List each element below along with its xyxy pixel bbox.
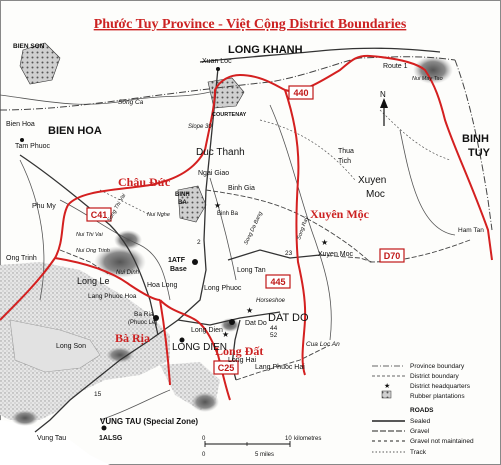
svg-text:★: ★ [246,306,254,315]
place-hoa-long: Hoa Long [147,282,178,289]
place-alsg: 1ALSG [99,435,123,442]
place-xuyen-moc-2: Moc [366,189,385,200]
place-long-hai: Long Hai [228,357,257,364]
place-song-da-bang: Song Da Bang [243,210,264,246]
place-nui-dinh: Nui Dinh [116,270,140,276]
hill-nui-thi-vai [114,230,142,250]
region-label-binh-tuy-2: TUY [468,147,490,159]
place-long-phuoc: Long Phuoc [204,285,242,292]
place-song-ray: Song Ray [296,215,311,241]
place-long-dien-village: Long Dien [191,327,223,334]
place-route1: Route 1 [383,63,408,70]
hill-vung-tau [11,410,39,426]
place-xuan-loc: Xuan Loc [202,58,232,65]
place-dat-do-village: Dat Do [245,320,267,327]
svg-text:★: ★ [214,201,222,210]
route-number-52: 52 [270,332,278,339]
place-lang-phuoc-hoa: Lang Phuoc Hoa [88,293,137,300]
place-song-ca: Song Ca [118,99,144,106]
route-number-15: 15 [94,391,102,398]
place-thua-tich-2: Tich [338,158,351,165]
vc-label-xuyen-moc: Xuyên Mộc [310,207,369,221]
place-nui-may-tao: Nui May Tao [412,76,443,82]
scale-mi-5: 5 miles [255,452,275,458]
place-tam-phuoc: Tam Phuoc [15,143,51,150]
place-xuyen-moc-town: Xuyen Moc [318,251,354,258]
place-ngai-giao: Ngai Giao [198,170,230,177]
place-long-tan: Long Tan [237,267,266,274]
unit-label-445: 445 [270,277,286,287]
hill-long-hai [191,392,219,412]
place-song-thi-vai: Song Thi Vai [106,192,128,223]
unit-box-445[interactable] [266,275,290,288]
place-nui-ong-trinh: Nui Ong Trinh [76,248,110,254]
vc-label-long-dat: Long Đất [215,344,264,358]
place-ba-ria-town-2: (Phuoc Le) [128,320,158,326]
legend-hq-star-icon: ★ [384,383,391,390]
place-long-le: Long Le [77,276,110,286]
legend-gravel-label: Gravel [410,428,430,435]
legend-hq-label: District headquarters [410,383,470,390]
unit-label-c41: C41 [90,210,108,220]
vc-label-ba-ria: Bà Rịa [115,331,151,345]
map-title: Phước Tuy Province - Việt Cộng District Boundaries [93,17,407,32]
place-atf-base-1: 1ATF [168,257,185,264]
place-nui-nghe: Nui Nghe [147,212,170,218]
unit-box-440[interactable] [289,86,313,99]
place-xuyen-moc-1: Xuyen [358,175,387,186]
place-vung-tau: Vung Tau [37,435,67,442]
vc-label-chau-duc: Châu Đức [118,175,171,189]
place-ham-tan: Ham Tan [458,227,484,234]
place-thua-tich-1: Thua [338,148,354,155]
place-binh-ba-town: Binh Ba [217,211,239,217]
place-nui-thi-vai: Nui Thi Vai [76,232,103,238]
unit-label-c25: C25 [217,363,235,373]
route-number-44: 44 [270,325,278,332]
north-arrow-label: N [380,90,386,99]
route-number-23: 23 [285,250,293,257]
region-label-binh-tuy-1: BINH [462,133,489,145]
svg-text:★: ★ [321,238,329,247]
place-horseshoe: Horseshoe [256,298,286,304]
place-ong-trinh: Ong Trinh [6,255,37,262]
legend-roads-title: ROADS [410,407,434,414]
place-binh-gia: Binh Gia [228,185,255,192]
scale-mi-zero: 0 [202,452,206,458]
legend-rubber-label: Rubber plantations [410,393,465,400]
legend-gravel-nm-label: Gravel not maintained [410,438,474,445]
place-long-son: Long Son [56,343,86,350]
svg-text:★: ★ [222,330,230,339]
place-dat-do-town: DAT DO [268,312,309,324]
unit-label-440: 440 [293,88,309,98]
place-binh-ba-2: BA [178,200,187,206]
legend-rubber-swatch-icon [382,391,391,398]
place-bien-son: BIEN SON [13,43,45,50]
scale-km-10: 10 [285,436,292,442]
place-courtenay: COURTENAY [212,112,247,118]
region-label-long-khanh: LONG KHANH [228,44,303,56]
place-atf-base-2: Base [170,266,187,273]
legend-district-label: District boundary [410,373,459,380]
region-label-bien-hoa: BIEN HOA [48,125,102,137]
legend-track-label: Track [410,449,427,456]
scale-km-unit: kilometres [294,436,322,442]
place-slope30: Slope 30 [188,124,212,130]
unit-box-d70[interactable] [380,249,404,262]
place-long-dien-town: LONG DIEN [172,342,228,353]
legend-sealed-label: Sealed [410,418,431,425]
place-binh-ba-1: BINH [175,192,190,198]
place-lang-phuoc-hai: Lang Phuoc Hai [255,364,305,371]
place-ba-ria-town-1: Ba Ria [134,311,154,318]
route-number-2: 2 [197,239,201,246]
place-bien-hoa-town: Bien Hoa [6,121,35,128]
place-cua-loc-an: Cua Loc An [306,341,340,348]
place-vung-tau-zone: VUNG TAU (Special Zone) [100,417,199,426]
legend-province-label: Province boundary [410,363,465,370]
place-duc-thanh: Duc Thanh [196,147,245,158]
unit-label-d70: D70 [383,251,401,261]
place-phu-my: Phu My [32,203,56,210]
scale-km-zero: 0 [202,436,206,442]
